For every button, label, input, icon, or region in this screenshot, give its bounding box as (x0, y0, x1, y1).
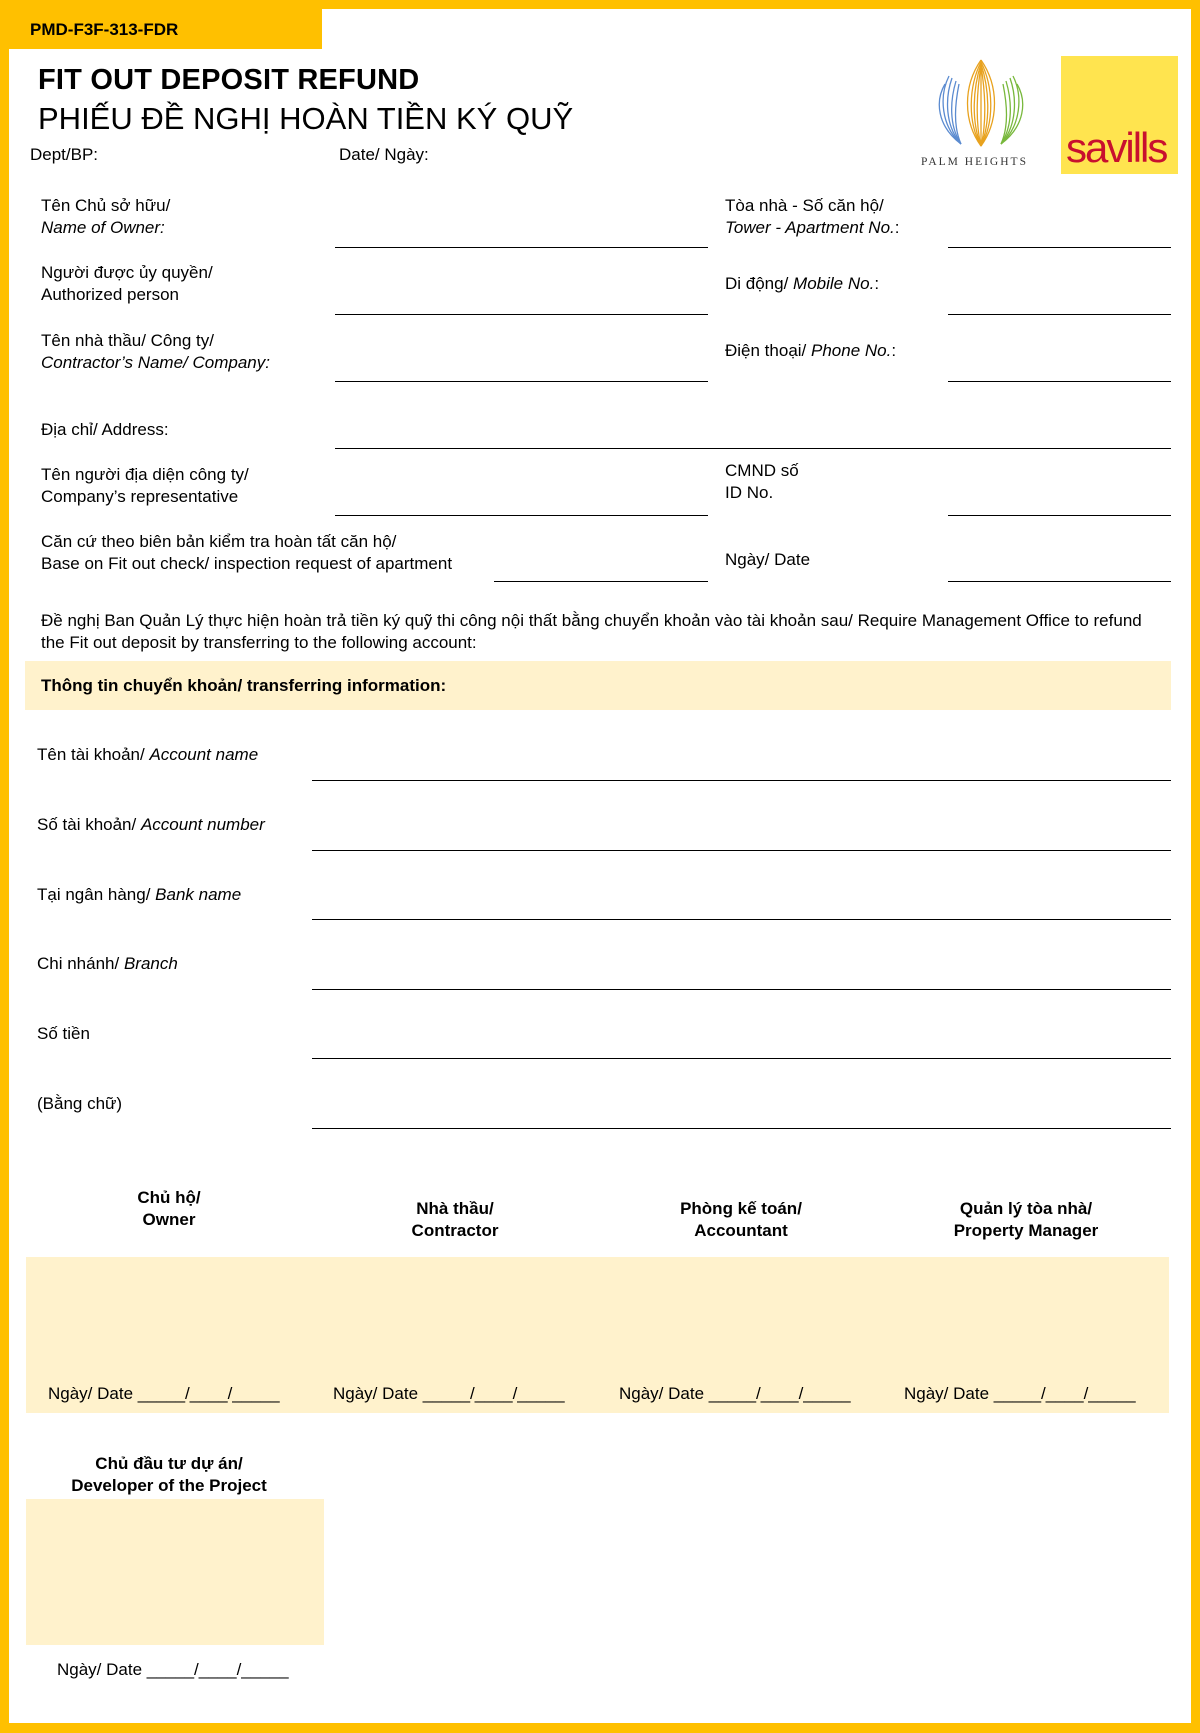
tower-label-en: Tower - Apartment No. (725, 218, 895, 237)
tower-apartment-field[interactable] (948, 247, 1171, 248)
contractor-label (41, 330, 270, 374)
representative-label-en: Company’s representative (41, 487, 239, 506)
branch-label (37, 953, 178, 975)
phone-label-colon: : (891, 341, 897, 360)
dept-label: Dept/BP: (30, 145, 99, 164)
manager-signature-heading-vi: Quản lý tòa nhà/ (959, 1199, 1093, 1218)
owner-signature-date[interactable]: Ngày/ Date _____/____/_____ (48, 1384, 280, 1403)
contractor-signature-date[interactable]: Ngày/ Date _____/____/_____ (333, 1384, 565, 1403)
branch-label-vi: Chi nhánh/ (37, 954, 124, 973)
mobile-label (725, 273, 879, 295)
contractor-signature-heading-en: Contractor (411, 1221, 499, 1240)
form-code: PMD-F3F-313-FDR (9, 9, 322, 49)
savills-wordmark: savills (1066, 124, 1167, 171)
manager-signature-heading (883, 1198, 1169, 1242)
developer-signature-date[interactable]: Ngày/ Date _____/____/_____ (57, 1660, 289, 1679)
authorized-label-en: Authorized person (41, 285, 179, 304)
mobile-label-en: Mobile No. (793, 274, 875, 293)
id-label-en: ID No. (725, 483, 774, 502)
owner-signature-heading (26, 1187, 312, 1231)
contractor-label-vi: Tên nhà thầu/ Công ty/ (41, 331, 214, 350)
account-number-label-vi: Số tài khoản/ (37, 815, 141, 834)
inspection-apartment-field[interactable] (494, 581, 708, 582)
representative-field[interactable] (335, 515, 708, 516)
branch-label-en: Branch (123, 954, 178, 973)
contractor-name-field[interactable] (335, 381, 708, 382)
owner-label-vi: Tên Chủ sở hữu/ (41, 196, 171, 215)
developer-signature-heading (26, 1453, 312, 1497)
inspection-date-label: Ngày/ Date (725, 550, 811, 569)
account-name-label-en: Account name (149, 745, 259, 764)
accountant-signature-heading-en: Accountant (694, 1221, 788, 1240)
id-label (725, 460, 799, 504)
manager-signature-heading-en: Property Manager (953, 1221, 1099, 1240)
tower-label (725, 195, 900, 239)
account-number-label (37, 814, 265, 836)
amount-in-words-field[interactable] (312, 1128, 1171, 1129)
contractor-label-en: Contractor’s Name/ Company: (41, 353, 270, 372)
phone-label-vi: Điện thoại/ (725, 341, 811, 360)
representative-label-vi: Tên người địa diện công ty/ (41, 465, 249, 484)
authorized-label-vi: Người được ủy quyền/ (41, 263, 213, 282)
account-name-label (37, 744, 258, 766)
address-field[interactable] (335, 448, 1171, 449)
accountant-signature-heading (598, 1198, 884, 1242)
account-number-field[interactable] (312, 850, 1171, 851)
palm-heights-wordmark: PALM HEIGHTS (921, 156, 1028, 168)
mobile-label-colon: : (874, 274, 880, 293)
branch-field[interactable] (312, 989, 1171, 990)
developer-signature-heading-en: Developer of the Project (71, 1476, 267, 1495)
phone-label-en: Phone No. (811, 341, 892, 360)
signature-band (26, 1257, 1169, 1413)
developer-signature-heading-vi: Chủ đầu tư dự án/ (95, 1454, 243, 1473)
title-vietnamese: PHIẾU ĐỀ NGHỊ HOÀN TIỀN KÝ QUỸ (38, 101, 574, 136)
bank-name-label (37, 884, 241, 906)
owner-name-field[interactable] (335, 247, 708, 248)
transfer-info-band (25, 661, 1171, 710)
owner-signature-heading-vi: Chủ hộ/ (137, 1188, 201, 1207)
phone-label (725, 340, 896, 362)
mobile-label-vi: Di động/ (725, 274, 794, 293)
amount-in-words-label: (Bằng chữ) (37, 1094, 123, 1113)
account-name-field[interactable] (312, 780, 1171, 781)
form-sheet (9, 9, 1191, 1723)
inspection-basis-label-vi: Căn cứ theo biên bản kiểm tra hoàn tất căn hộ/ (41, 532, 397, 551)
accountant-signature-heading-vi: Phòng kế toán/ (680, 1199, 802, 1218)
owner-signature-heading-en: Owner (142, 1210, 196, 1229)
tower-label-colon: : (894, 218, 900, 237)
inspection-basis-label (41, 531, 452, 575)
mobile-field[interactable] (948, 314, 1171, 315)
transfer-info-heading: Thông tin chuyển khoản/ transferring information: (41, 676, 447, 695)
bank-name-field[interactable] (312, 919, 1171, 920)
contractor-signature-heading (312, 1198, 598, 1242)
representative-label (41, 464, 249, 508)
palm-heights-logo (919, 56, 1044, 176)
palm-leaves-icon (919, 56, 1044, 156)
id-number-field[interactable] (948, 515, 1171, 516)
contractor-signature-heading-vi: Nhà thầu/ (416, 1199, 494, 1218)
address-label: Địa chỉ/ Address: (41, 420, 169, 439)
account-number-label-en: Account number (140, 815, 265, 834)
inspection-date-field[interactable] (948, 581, 1171, 582)
bank-name-label-en: Bank name (155, 885, 242, 904)
owner-label-en: Name of Owner: (41, 218, 165, 237)
authorized-person-field[interactable] (335, 314, 708, 315)
inspection-basis-label-en: Base on Fit out check/ inspection request of apartment (41, 554, 453, 573)
developer-signature-box[interactable] (26, 1499, 324, 1645)
id-label-vi: CMND số (725, 461, 799, 480)
account-name-label-vi: Tên tài khoản/ (37, 745, 150, 764)
owner-label (41, 195, 170, 239)
refund-request-paragraph: Đề nghị Ban Quản Lý thực hiện hoàn trả tiền ký quỹ thi công nội thất bằng chuyển khoản vào tài khoản sau/ Require Management Office to refund the Fit out deposit by transferring to the following account: (41, 611, 1142, 652)
manager-signature-date[interactable]: Ngày/ Date _____/____/_____ (904, 1384, 1136, 1403)
date-label: Date/ Ngày: (339, 145, 429, 164)
amount-label: Số tiền (37, 1024, 90, 1043)
tower-label-vi: Tòa nhà - Số căn hộ/ (725, 196, 884, 215)
title-english: FIT OUT DEPOSIT REFUND (38, 64, 420, 96)
accountant-signature-date[interactable]: Ngày/ Date _____/____/_____ (619, 1384, 851, 1403)
savills-logo (1061, 56, 1178, 174)
bank-name-label-vi: Tại ngân hàng/ (37, 885, 156, 904)
amount-field[interactable] (312, 1058, 1171, 1059)
authorized-label (41, 262, 213, 306)
phone-field[interactable] (948, 381, 1171, 382)
